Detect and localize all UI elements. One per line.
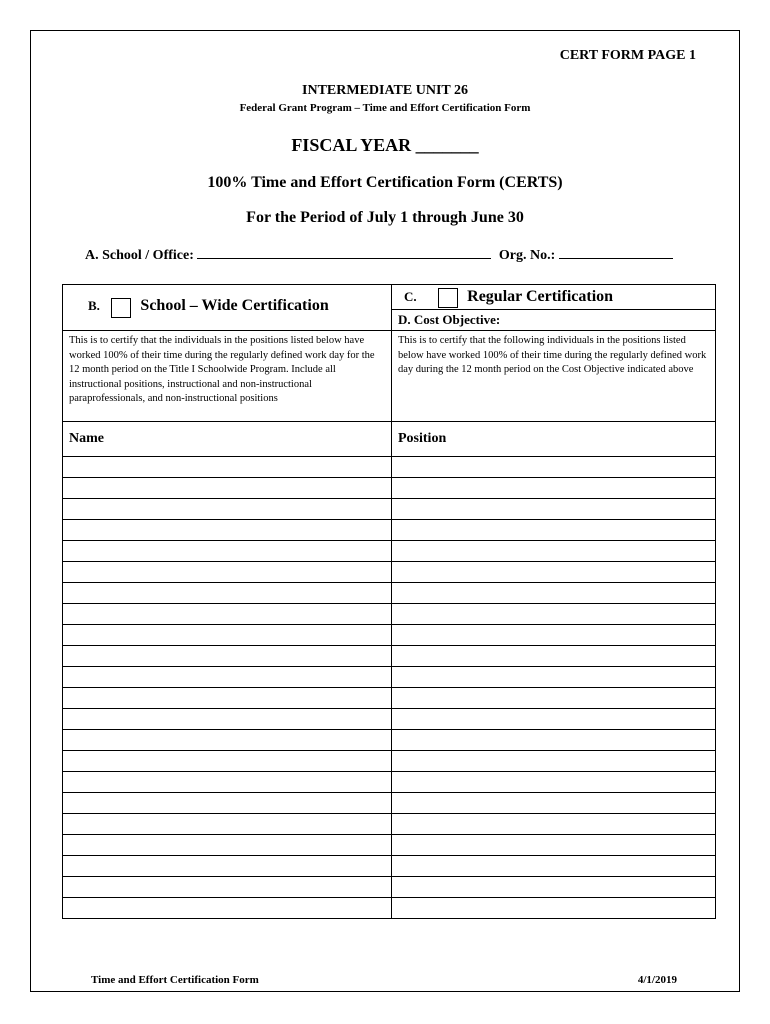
- position-cell[interactable]: [392, 793, 716, 814]
- school-office-line: [85, 246, 673, 264]
- program-subtitle: Federal Grant Program – Time and Effort Certification Form: [239, 102, 531, 114]
- fiscal-year: FISCAL YEAR _______: [291, 135, 479, 155]
- table-row: [63, 751, 716, 772]
- name-cell[interactable]: [63, 688, 392, 709]
- position-cell[interactable]: [392, 730, 716, 751]
- footer-date: 4/1/2019: [637, 974, 677, 986]
- position-cell[interactable]: [392, 583, 716, 604]
- name-cell[interactable]: [63, 877, 392, 898]
- name-cell[interactable]: [63, 457, 392, 478]
- name-cell[interactable]: [63, 835, 392, 856]
- school-office-label: A. School / Office:: [85, 248, 194, 263]
- cost-objective-label: D. Cost Objective:: [398, 312, 501, 327]
- section-c-text: This is to certify that the following individuals in the positions listed below have worked 100% of their time during the regularly defined work day during the 12 month period on the Cost Objective indicated above: [392, 331, 716, 422]
- table-row: [63, 856, 716, 877]
- org-no-field[interactable]: [559, 246, 673, 259]
- org-no-label: Org. No.:: [498, 248, 556, 263]
- name-column-header: Name: [63, 422, 392, 457]
- name-cell[interactable]: [63, 814, 392, 835]
- name-cell[interactable]: [63, 856, 392, 877]
- name-cell[interactable]: [63, 499, 392, 520]
- position-cell[interactable]: [392, 478, 716, 499]
- name-cell[interactable]: [63, 541, 392, 562]
- position-cell[interactable]: [392, 898, 716, 919]
- table-row: [63, 814, 716, 835]
- position-cell[interactable]: [392, 709, 716, 730]
- position-cell[interactable]: [392, 856, 716, 877]
- table-row: [63, 457, 716, 478]
- name-cell[interactable]: [63, 478, 392, 499]
- table-row: [63, 520, 716, 541]
- entry-rows: [63, 457, 716, 919]
- name-cell[interactable]: [63, 667, 392, 688]
- form-title: 100% Time and Effort Certification Form (CERTS): [207, 174, 563, 191]
- position-cell[interactable]: [392, 457, 716, 478]
- position-cell[interactable]: [392, 646, 716, 667]
- table-row: [63, 604, 716, 625]
- table-row: [63, 646, 716, 667]
- table-row: [63, 499, 716, 520]
- name-cell[interactable]: [63, 772, 392, 793]
- position-cell[interactable]: [392, 520, 716, 541]
- cost-objective-cell[interactable]: [392, 310, 716, 331]
- position-cell[interactable]: [392, 541, 716, 562]
- section-b-title: School – Wide Certification: [140, 297, 329, 315]
- table-row: [63, 709, 716, 730]
- footer-form-name: Time and Effort Certification Form: [91, 974, 259, 986]
- position-cell[interactable]: [392, 604, 716, 625]
- table-row: [63, 541, 716, 562]
- section-b-letter: B.: [88, 298, 100, 314]
- position-cell[interactable]: [392, 877, 716, 898]
- table-row: [63, 583, 716, 604]
- name-cell[interactable]: [63, 562, 392, 583]
- table-row: [63, 877, 716, 898]
- schoolwide-checkbox[interactable]: [111, 298, 131, 318]
- position-column-header: Position: [392, 422, 716, 457]
- table-row: [63, 478, 716, 499]
- section-b-text: This is to certify that the individuals in the positions listed below have worked 100% of their time during the regularly defined work day for the 12 month period on the Title I Schoolwide Program. Include all instructional positions, instructional and non-instructional paraprofessionals, and non-instructional positions: [63, 331, 392, 422]
- table-row: [63, 730, 716, 751]
- name-cell[interactable]: [63, 646, 392, 667]
- name-cell[interactable]: [63, 625, 392, 646]
- table-row: [63, 898, 716, 919]
- form-page: [30, 30, 740, 992]
- name-cell[interactable]: [63, 898, 392, 919]
- page-label: CERT FORM PAGE 1: [559, 48, 696, 63]
- name-cell[interactable]: [63, 730, 392, 751]
- position-cell[interactable]: [392, 667, 716, 688]
- table-row: [63, 562, 716, 583]
- period-line: For the Period of July 1 through June 30: [246, 209, 524, 226]
- name-cell[interactable]: [63, 751, 392, 772]
- certification-table: [62, 284, 716, 919]
- table-row: [63, 793, 716, 814]
- section-c-letter: C.: [404, 289, 417, 304]
- table-row: [63, 667, 716, 688]
- name-cell[interactable]: [63, 583, 392, 604]
- name-cell[interactable]: [63, 520, 392, 541]
- position-cell[interactable]: [392, 835, 716, 856]
- position-cell[interactable]: [392, 814, 716, 835]
- position-cell[interactable]: [392, 499, 716, 520]
- name-cell[interactable]: [63, 793, 392, 814]
- section-c-header: [392, 285, 716, 310]
- position-cell[interactable]: [392, 688, 716, 709]
- regular-checkbox[interactable]: [438, 288, 458, 308]
- position-cell[interactable]: [392, 772, 716, 793]
- table-row: [63, 772, 716, 793]
- table-row: [63, 625, 716, 646]
- school-office-field[interactable]: [197, 246, 491, 259]
- name-cell[interactable]: [63, 709, 392, 730]
- table-row: [63, 688, 716, 709]
- table-row: [63, 835, 716, 856]
- position-cell[interactable]: [392, 751, 716, 772]
- section-c-title: Regular Certification: [467, 288, 614, 305]
- position-cell[interactable]: [392, 625, 716, 646]
- unit-title: INTERMEDIATE UNIT 26: [302, 83, 468, 98]
- section-b-header: [63, 285, 392, 331]
- name-cell[interactable]: [63, 604, 392, 625]
- position-cell[interactable]: [392, 562, 716, 583]
